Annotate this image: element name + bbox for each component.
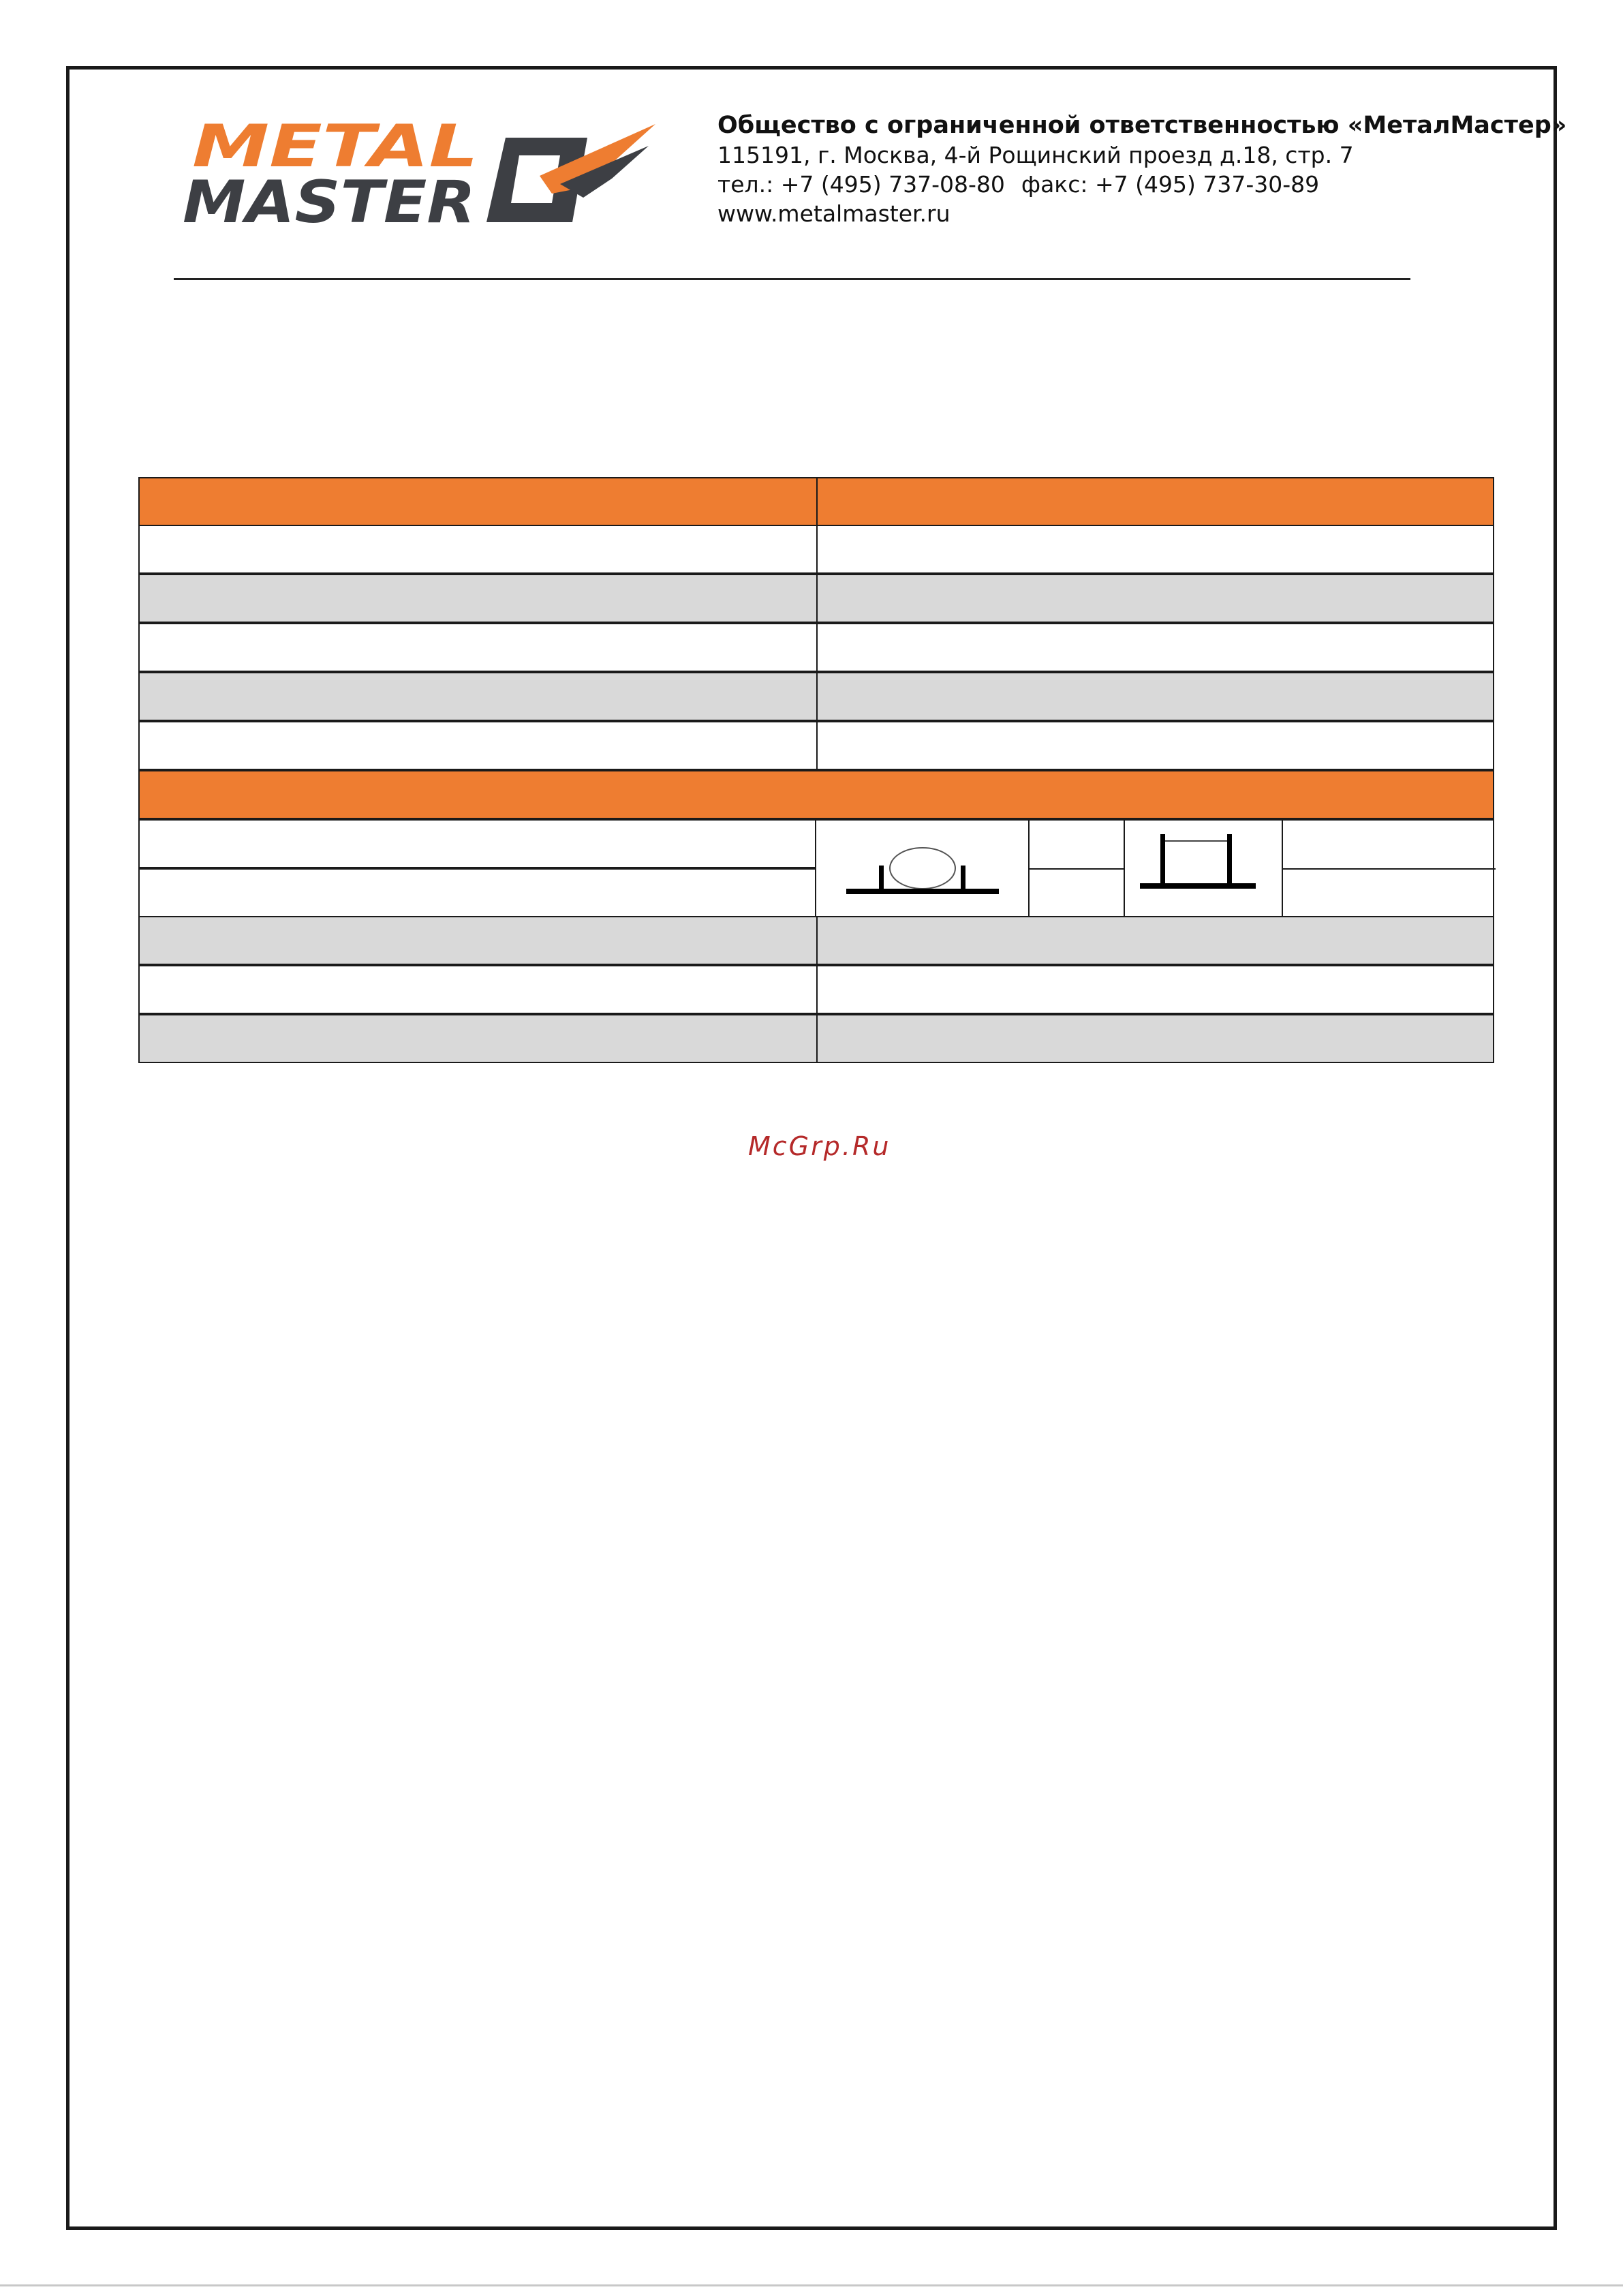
table-row [138,1014,1494,1063]
table-row [138,525,1494,574]
company-name: Общество с ограниченной ответственностью «МеталМастер» [717,112,1567,139]
table-row [138,916,1494,965]
table-row [138,574,1494,623]
company-info [717,111,1567,228]
fillet-weld-symbol-icon [846,834,999,905]
bottom-edge [0,2284,1623,2286]
logo-word-master: MASTER [183,168,476,229]
watermark-text: McGrp.Ru [748,1131,891,1161]
company-fax: факс: +7 (495) 737-30-89 [1021,171,1320,198]
company-address: 115191, г. Москва, 4-й Рощинский проезд д.18, стр. 7 [717,142,1354,168]
table-header-row [138,477,1494,526]
header-divider [174,278,1410,280]
spec-table [138,477,1494,1063]
weld-symbol-block [815,819,1494,917]
table-row [138,623,1494,672]
table-section-header [138,770,1494,819]
butt-weld-symbol-icon [1140,830,1256,905]
company-contacts [717,170,1535,199]
logo-word-metal: METAL [192,113,478,181]
table-row [138,721,1494,770]
table-row [138,672,1494,721]
company-phone: тел.: +7 (495) 737-08-80 [717,171,1005,198]
logo-emblem-icon [486,124,655,222]
company-website[interactable]: www.metalmaster.ru [717,200,950,227]
metal-master-logo [179,113,669,229]
table-row [138,965,1494,1014]
